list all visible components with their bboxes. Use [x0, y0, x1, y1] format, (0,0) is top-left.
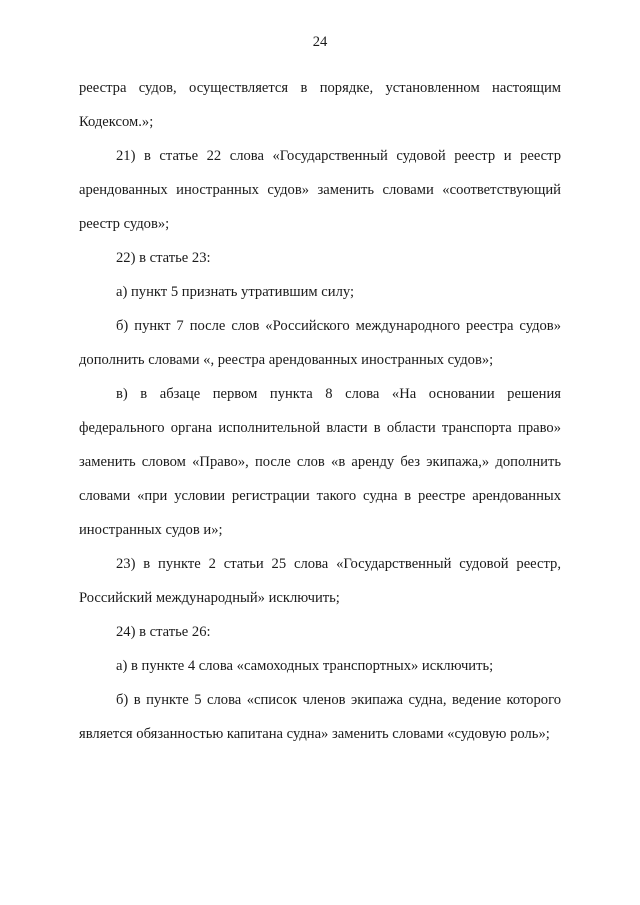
paragraph: а) пункт 5 признать утратившим силу;	[116, 284, 355, 300]
paragraph: 22) в статье 23:	[116, 250, 211, 266]
paragraph: реестра судов, осуществляется в порядке, установленном настоящим Кодексом.»;	[79, 80, 561, 130]
paragraph: б) в пункте 5 слова «список членов экипажа судна, ведение которого является обязанностью капитана судна» заменить словами «судовую роль»;	[79, 692, 561, 742]
paragraph: 24) в статье 26:	[116, 624, 211, 640]
paragraph: 23) в пункте 2 статьи 25 слова «Государственный судовой реестр, Российский международный» исключить;	[79, 556, 561, 606]
paragraph: в) в абзаце первом пункта 8 слова «На основании решения федерального органа исполнительной власти в области транспорта право» заменить словом «Право», после слов «в аренду без экипажа,» дополнить словами «при условии регистрации такого судна в реестре арендованных иностранных судов и»;	[79, 386, 561, 538]
paragraph: б) пункт 7 после слов «Российского международного реестра судов» дополнить словами «, реестра арендованных иностранных судов»;	[79, 318, 561, 368]
page-number: 24	[312, 34, 328, 50]
document-body	[79, 71, 561, 751]
paragraph: 21) в статье 22 слова «Государственный судовой реестр и реестр арендованных иностранных судов» заменить словами «соответствующий реестр судов»;	[79, 148, 561, 232]
paragraph: а) в пункте 4 слова «самоходных транспортных» исключить;	[116, 658, 494, 674]
